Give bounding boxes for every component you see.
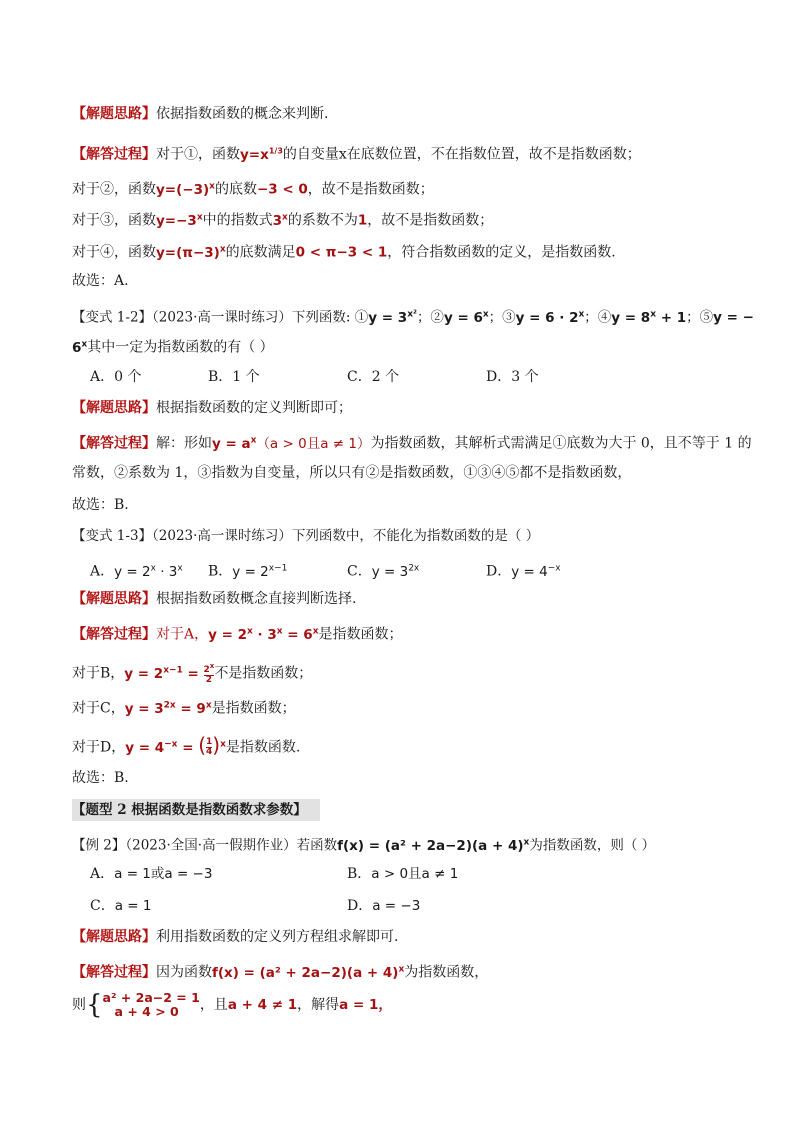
text-span: 不是指数函数； (214, 665, 313, 682)
idea-tag: 【解题思路】 (72, 400, 156, 416)
text-span: 为指数函数，则（ ） (529, 837, 656, 854)
math-expr: $f(x) = (a^2 + 2a-2)(a + 4)^x$ (337, 837, 530, 854)
answer-text: 故选：A. (72, 273, 129, 289)
text-span: 对于②，函数 (72, 181, 156, 198)
math-expr: y = − (713, 309, 754, 326)
text-span: 对于C， (72, 700, 125, 717)
text-span: ，解得 (297, 997, 340, 1013)
math-expr: $y=x^{1/3}$ (240, 146, 283, 163)
variant-1-3-head (72, 526, 539, 546)
text-span: 则 (72, 997, 86, 1013)
v13-idea-line (72, 589, 356, 609)
math-expr: $y = 4^{-x}$ = ( $\frac{1}{4}$ )$^x$ (125, 732, 226, 757)
text-span: ，故不是指数函数； (307, 181, 434, 198)
v13-solution-a (72, 621, 403, 645)
text-span: 为指数函数， (404, 964, 489, 981)
math-expr: $y = 6 \cdot 2^x$ (515, 309, 585, 326)
math-expr: a + 4 ≠ 1 (227, 997, 298, 1013)
solution-tag: 【解答过程】 (72, 964, 156, 981)
text-span: 对于④，函数 (72, 244, 156, 261)
ex2-solution-line-1 (72, 959, 488, 983)
variant-1-2-head-cont (72, 334, 274, 358)
option-b: B．1 个 (208, 369, 260, 385)
option-c: C．a = 1 (90, 898, 152, 914)
math-expr: −3 < 0 (256, 181, 308, 198)
math-expr: 1 (357, 212, 368, 229)
solution-line-1 (72, 141, 641, 165)
idea-text: 利用指数函数的定义列方程组求解即可. (156, 929, 399, 945)
ex2-idea-line (72, 927, 398, 947)
ex2-solution-line-2 (72, 990, 392, 1020)
variant-head-text: 【变式 1-2】（2023·高一课时练习）下列函数: ① (72, 309, 369, 326)
text-span: ，符合指数函数的定义，是指数函数. (387, 244, 616, 261)
text-span: 对于①，函数 (156, 146, 240, 163)
option-d: D．3 个 (486, 369, 539, 385)
text-span: ；④ (584, 309, 612, 326)
option-d: D．a = −3 (347, 898, 421, 914)
option-a: A．$y = 2^x \cdot 3^x$ (90, 563, 183, 580)
equation-system: a² + 2a−2 = 1 a + 4 > 0 (102, 990, 200, 1019)
math-expr: $y=-3^x$ (156, 212, 203, 229)
math-expr: $y = 8^x + 1$ (611, 309, 687, 326)
idea-tag: 【解题思路】 (72, 591, 156, 607)
math-expr: $y = a^x(a > 0$且a ≠ 1） (212, 435, 371, 452)
option-a: A．a = 1或a = −3 (90, 866, 213, 882)
idea-text: 根据指数函数概念直接判断选择. (156, 591, 357, 607)
answer-line-1 (72, 271, 129, 291)
section-banner: 【题型 2 根据函数是指数函数求参数】 (72, 799, 320, 821)
text-span: 的自变量x在底数位置，不在指数位置，故不是指数函数； (282, 146, 641, 163)
example-2-head (72, 832, 655, 856)
math-expr: $f(x) = (a^2 + 2a-2)(a + 4)^x$ (212, 964, 405, 981)
text-span: 是指数函数； (211, 700, 296, 717)
text-span: 的底数 (214, 181, 257, 198)
v13-solution-c (72, 695, 296, 719)
answer-text: 故选：B. (72, 497, 129, 513)
idea-tag: 【解题思路】 (72, 929, 156, 945)
v13-solution-d (72, 731, 300, 761)
text-span: 对于A， (156, 626, 209, 643)
math-expr: $y = 3^{x^2}$ (368, 309, 417, 326)
solution-line-2 (72, 176, 434, 200)
math-expr: 3$^x$ (272, 212, 288, 229)
math-expr: $y=(\pi-3)^x$ (156, 244, 226, 261)
text-span: 因为函数 (156, 964, 212, 981)
answer-line-2 (72, 495, 129, 515)
option-b: B．a > 0且a ≠ 1 (347, 866, 459, 882)
solution-tag: 【解答过程】 (72, 146, 156, 163)
solution-line-3 (72, 207, 493, 231)
option-c: C．2 个 (347, 369, 400, 385)
text-span: 其中一定为指数函数的有（ ） (87, 339, 274, 356)
text-span: 是指数函数. (225, 739, 301, 756)
brace-icon: { (86, 990, 103, 1020)
text-span: 为指数函数，其解析式需满足①底数为大于 0，且不等于 1 的 (370, 435, 752, 452)
option-d: D．$y = 4^{-x}$ (486, 563, 561, 580)
variant-head-text: 【变式 1-3】（2023·高一课时练习）下列函数中，不能化为指数函数的是（ ） (72, 528, 540, 544)
answer-text: 故选：B. (72, 770, 129, 786)
example-head-text: 【例 2】（2023·全国·高一假期作业）若函数 (72, 837, 338, 854)
idea-tag: 【解题思路】 (72, 106, 156, 122)
solution-line-4 (72, 239, 616, 263)
option-b: B．$y = 2^{x-1}$ (208, 563, 288, 580)
v13-solution-b (72, 660, 312, 685)
math-expr: $y = 6^x$ (443, 309, 489, 326)
math-expr: $y = 2^x \cdot 3^x = 6^x$ (208, 626, 319, 643)
math-expr: 6$^x$ (72, 339, 88, 356)
math-expr: $y = 2^{x-1}$ = $\frac{2^x}{2}$ (124, 662, 215, 685)
text-span: ；⑤ (686, 309, 714, 326)
text-span: 是指数函数； (318, 626, 403, 643)
solution-tag: 【解答过程】 (72, 435, 156, 452)
text-span: 常数，②系数为 1，③指数为自变量，所以只有②是指数函数，①③④⑤都不是指数函数， (72, 465, 632, 481)
text-span: 的系数不为 (287, 212, 358, 229)
math-expr: 0 < π−3 < 1 (295, 244, 388, 261)
v12-solution-line-2 (72, 463, 631, 483)
idea-line (72, 104, 328, 124)
text-span: ；② (416, 309, 444, 326)
v12-idea-line (72, 398, 352, 418)
math-expr: $y = 3^{2x} = 9^x$ (124, 700, 212, 717)
answer-line-3 (72, 768, 129, 788)
text-span: 中的指数式 (202, 212, 273, 229)
text-span: 对于D， (72, 739, 126, 756)
idea-text: 根据指数函数的定义判断即可； (156, 400, 352, 416)
math-expr: a = 1， (339, 997, 392, 1013)
option-a: A．0 个 (90, 369, 142, 385)
text-span: ，且 (199, 997, 228, 1013)
text-span: 对于B， (72, 665, 125, 682)
solution-tag: 【解答过程】 (72, 626, 156, 643)
v12-solution-line-1 (72, 430, 752, 454)
text-span: 的底数满足 (225, 244, 296, 261)
idea-text: 依据指数函数的概念来判断. (156, 106, 329, 122)
text-span: 对于③，函数 (72, 212, 156, 229)
option-c: C．$y = 3^{2x}$ (347, 563, 420, 580)
math-expr: $y=(-3)^x$ (156, 181, 215, 198)
variant-1-2-head (72, 304, 754, 328)
text-span: ，故不是指数函数； (367, 212, 494, 229)
text-span: 解：形如 (156, 435, 212, 452)
text-span: ；③ (488, 309, 516, 326)
